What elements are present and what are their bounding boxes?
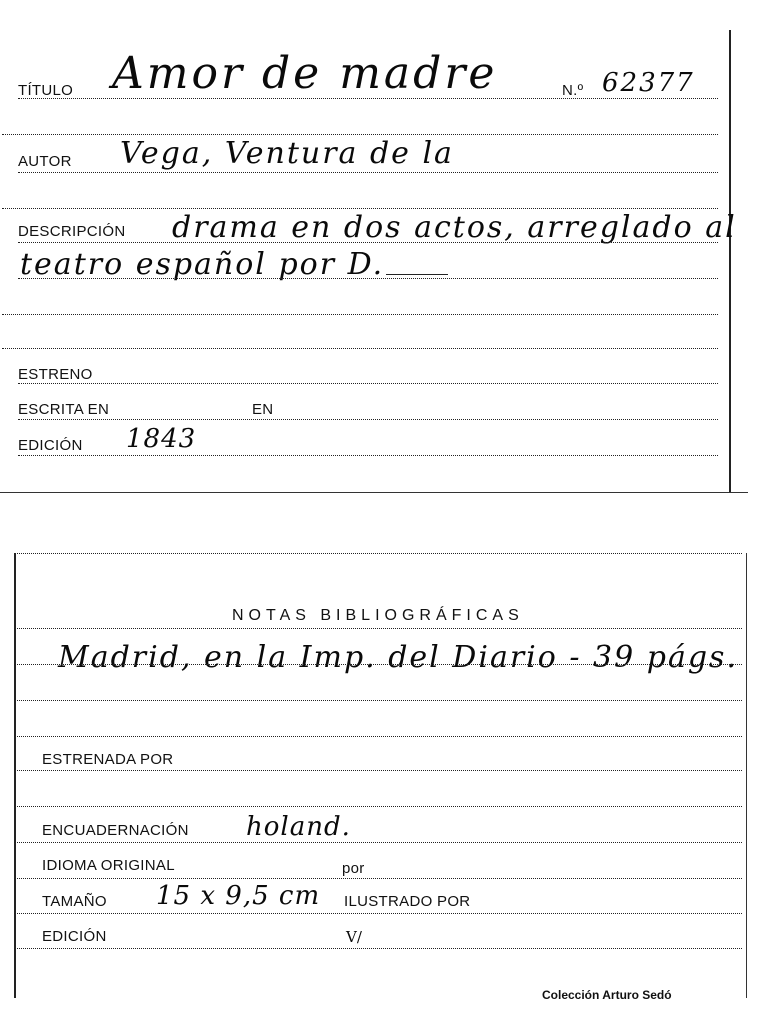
card2-blank-3	[14, 806, 742, 807]
collection-footer: Colección Arturo Sedó	[542, 988, 672, 1002]
ilustrado-label: ILUSTRADO POR	[344, 893, 471, 910]
blank-line-1	[2, 134, 718, 135]
idioma-line	[14, 878, 742, 879]
idioma-label: IDIOMA ORIGINAL	[42, 857, 175, 874]
titulo-line	[18, 98, 718, 99]
descripcion-dash	[386, 274, 448, 275]
blank-line-4	[2, 348, 718, 349]
tamano-line	[14, 913, 742, 914]
encuadernacion-line	[14, 842, 742, 843]
numero-value: 62377	[602, 68, 695, 98]
edicion2-label: EDICIÓN	[42, 928, 107, 945]
autor-label: AUTOR	[18, 153, 72, 170]
edicion-value: 1843	[126, 424, 197, 454]
card-separator	[0, 492, 748, 493]
descripcion-value-line2: teatro español por D.	[20, 247, 385, 282]
encuadernacion-label: ENCUADERNACIÓN	[42, 822, 189, 839]
escrita-line	[18, 419, 718, 420]
descripcion-label: DESCRIPCIÓN	[18, 223, 126, 240]
estreno-line	[18, 383, 718, 384]
blank-line-3	[2, 314, 718, 315]
descripcion-value-line1: drama en dos actos, arreglado al	[172, 210, 737, 245]
en-label: EN	[252, 401, 274, 418]
descripcion-line-1	[18, 242, 718, 243]
notas-value: Madrid, en la Imp. del Diario - 39 págs.	[58, 640, 738, 675]
edicion-label: EDICIÓN	[18, 437, 83, 454]
autor-value: Vega, Ventura de la	[120, 136, 454, 171]
autor-line	[18, 172, 718, 173]
numero-label: N.º	[562, 82, 584, 99]
notas-line	[14, 664, 742, 665]
card2-blank-2	[14, 736, 742, 737]
titulo-value: Amor de madre	[112, 48, 498, 99]
blank-line-2	[2, 208, 718, 209]
edicion2-value: V/	[346, 928, 362, 946]
estrenada-line	[14, 770, 742, 771]
estreno-label: ESTRENO	[18, 366, 93, 383]
notas-heading-line	[14, 628, 742, 629]
escrita-en-label: ESCRITA EN	[18, 401, 110, 418]
por-label: por	[342, 860, 365, 877]
card2-blank-1	[14, 700, 742, 701]
encuadernacion-value: holand.	[246, 812, 351, 842]
descripcion-line-2	[18, 278, 718, 279]
notas-heading: NOTAS BIBLIOGRÁFICAS	[232, 607, 524, 624]
titulo-label: TÍTULO	[18, 82, 74, 99]
estrenada-label: ESTRENADA POR	[42, 751, 174, 768]
tamano-value: 15 x 9,5 cm	[156, 881, 321, 911]
edicion-line	[18, 455, 718, 456]
tamano-label: TAMAÑO	[42, 893, 107, 910]
card2-top-line	[14, 553, 742, 554]
edicion2-line	[14, 948, 742, 949]
